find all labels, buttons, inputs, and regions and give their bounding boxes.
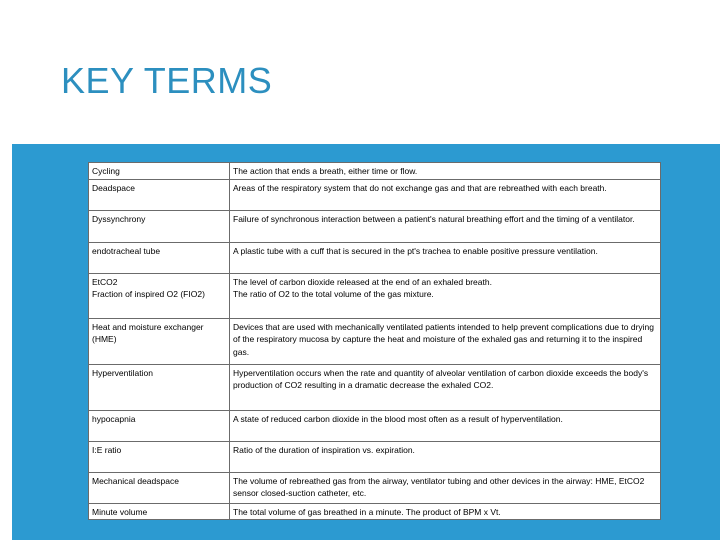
term-fio2: Fraction of inspired O2 (FIO2) [92, 289, 205, 300]
term-cell: Heat and moisture exchanger (HME) [89, 318, 230, 364]
table-row [89, 179, 661, 210]
term-cell: hypocapnia [89, 410, 230, 441]
term-cell: I:E ratio [89, 441, 230, 472]
table-row [89, 410, 661, 441]
definition-fio2: The ratio of O2 to the total volume of the gas mixture. [233, 289, 434, 300]
definition-cell: The action that ends a breath, either time or flow. [230, 163, 661, 180]
table-row [89, 210, 661, 242]
definition-cell [230, 273, 661, 318]
definition-cell: Ratio of the duration of inspiration vs. expiration. [230, 441, 661, 472]
table-row [89, 364, 661, 410]
definition-etco2: The level of carbon dioxide released at the end of an exhaled breath. [233, 276, 492, 287]
term-cell: Hyperventilation [89, 364, 230, 410]
table-row [89, 472, 661, 503]
table-row [89, 441, 661, 472]
table-row [89, 318, 661, 364]
term-cell: Cycling [89, 163, 230, 180]
definition-cell: Areas of the respiratory system that do not exchange gas and that are rebreathed with each breath. [230, 179, 661, 210]
term-cell [89, 273, 230, 318]
table-row [89, 163, 661, 180]
term-cell: endotracheal tube [89, 242, 230, 273]
slide-title: KEY TERMS [61, 60, 273, 101]
term-cell: Minute volume [89, 503, 230, 520]
term-cell: Deadspace [89, 179, 230, 210]
definition-cell: Hyperventilation occurs when the rate and quantity of alveolar ventilation of carbon dioxide exceeds the body's production of CO2 resulting in a dramatic decrease the exhaled CO2. [230, 364, 661, 410]
table-row [89, 503, 661, 520]
key-terms-table [88, 162, 661, 520]
definition-cell: The volume of rebreathed gas from the airway, ventilator tubing and other devices in the airway: HME, EtCO2 sensor closed-suction catheter, etc. [230, 472, 661, 503]
definition-cell: A plastic tube with a cuff that is secured in the pt's trachea to enable positive pressure ventilation. [230, 242, 661, 273]
definition-cell: Devices that are used with mechanically ventilated patients intended to help prevent complications due to drying of the respiratory mucosa by capture the heat and moisture of the exhaled gas and returning it to the inspired gas. [230, 318, 661, 364]
definition-cell: A state of reduced carbon dioxide in the blood most often as a result of hyperventilation. [230, 410, 661, 441]
term-cell: Dyssynchrony [89, 210, 230, 242]
title-area [12, 12, 720, 144]
definition-cell: Failure of synchronous interaction between a patient's natural breathing effort and the timing of a ventilator. [230, 210, 661, 242]
term-cell: Mechanical deadspace [89, 472, 230, 503]
term-etco2: EtCO2 [92, 276, 118, 287]
table-row [89, 273, 661, 318]
definition-cell: The total volume of gas breathed in a minute. The product of BPM x Vt. [230, 503, 661, 520]
table-row [89, 242, 661, 273]
